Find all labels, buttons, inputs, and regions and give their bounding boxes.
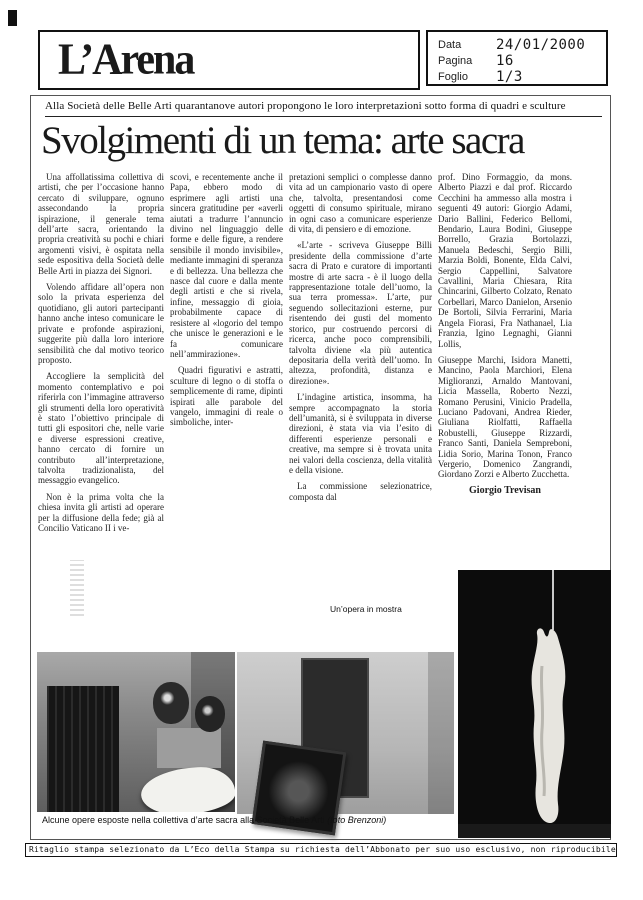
exhibition-photo-left <box>37 652 235 812</box>
paragraph: Accogliere la semplicità del momento contemplativo e poi riferirla con l’immagine attraverso gli strumenti della loro operatività è stato l’obiettivo principale di tutti gli espositori che, nelle varie e diverse espressioni creative, hanno cercato di fornire un contributo all’interpretazione, talvolta tradizionalista, del messaggio evangelico. <box>38 371 164 486</box>
exhibition-photo-middle <box>237 652 454 814</box>
meta-label-foglio: Foglio <box>438 71 468 83</box>
article-body <box>38 172 610 627</box>
paragraph: Volendo affidare all’opera non solo la privata esperienza del quotidiano, gli autori partecipanti hanno anche inteso comunicare le private e profonde aspirazioni, suggerite più dalla loro interiore sensibilità che dal motivo teorico proposto. <box>38 282 164 365</box>
white-sculpture <box>140 765 235 812</box>
scan-noise-artifact <box>70 560 84 616</box>
meta-label-data: Data <box>438 39 462 51</box>
paragraph: Giuseppe Marchi, Isidora Manetti, Mancino, Paola Marchiori, Elena Miglioranzi, Arnaldo Mantovani, Licia Massella, Roberto Nezzi, Romano Perusini, Vinicio Pradella, Luciano Padovani, Andrea Rieder, Giuliana Riolfatti, Raffaella Robustelli, Giuseppe Rizzardi, Franco Santi, Daniela Sempreboni, Lidia Sorio, Marina Tonon, Franco Vergerio, Domenico Zangrandi, Giordano Zorzi e Alberto Zucchetta. <box>438 354 572 480</box>
scan-registration-mark <box>8 10 17 26</box>
paragraph: Una affollatissima collettiva di artisti, che per l’occasione hanno cercato di sviluppare, ognuno assecondando la propria ispirazione, il generale tema dell’arte sacra, orientando la propria creatività su pochi e chiari argomenti visivi, è ospitata nella sede espositiva della Società delle Belle Arti in piazza dei Signori. <box>38 172 164 276</box>
clipping-meta-box <box>426 30 608 86</box>
paragraph: pretazioni semplici o complesse danno vita ad un campionario vasto di opere che, talvolta, presentandosi come oggetti di consumo spirituale, mirano in ogni caso a comunicare esperienze di vita, di pensiero e di emozione. <box>289 172 432 235</box>
paragraph: scovi, e recentemente anche il Papa, ebbero modo di esprimere agli artisti una sincera gratitudine per «averli aiutati a tradurre l’annuncio divino nel linguaggio delle forme e delle figure, a rendere sensibile il mondo invisibile», mediante immagini di speranza e di bellezza. Una bellezza che nasce dal cuore e dalla mente degli artisti e che si rivela, infine, messaggio di gioia, probabilmente capace di resistere al «logorio del tempo che unisce le generazioni e le fa comunicare nell’ammirazione». <box>170 172 283 359</box>
paragraph: «L’arte - scriveva Giuseppe Billi presidente della commissione d’arte sacra di Prato e curatore di importanti mostre di arte sacra - è il luogo della rappresentazione totale dell’uomo, la sua terra promessa». L’arte, pur seguendo sollecitazioni esterne, pur risentendo dei gusti del momento storico, pur costruendo percorsi di ricerca, anche poco comprensibili, talvolta diviene «la più autentica depositaria della verità dell’uomo. In altezza, profondità, distanza e direzione». <box>289 240 432 386</box>
meta-value-foglio: 1/3 <box>496 69 523 85</box>
body-column-2 <box>170 172 283 627</box>
photo-caption-small: Un’opera in mostra <box>330 604 402 614</box>
photo-wall-shadow <box>428 652 454 814</box>
masthead-box <box>38 30 420 90</box>
dark-painting-panel <box>47 686 119 812</box>
paragraph: Non è la prima volta che la chiesa invita gli artisti ad operare per la diffusione della fede; già al Concilio Vaticano II i ve- <box>38 491 164 533</box>
photo-floor-highlight <box>458 824 611 838</box>
meta-row-data <box>438 37 606 53</box>
sculpture-head <box>153 682 189 724</box>
hanging-white-sculpture <box>522 626 582 826</box>
body-column-1 <box>38 172 164 627</box>
photo-caption-text: Alcune opere esposte nella collettiva d’arte sacra alla Società Belle Arti <box>42 815 325 825</box>
meta-value-date: 24/01/2000 <box>496 37 586 53</box>
paragraph: La commissione selezionatrice, composta dal <box>289 481 432 502</box>
meta-value-pagina: 16 <box>496 53 514 69</box>
exhibition-photo-right <box>458 570 611 838</box>
hanging-rope <box>552 570 554 630</box>
photo-credit: (foto Brenzoni) <box>327 815 387 825</box>
press-clipping-footer: Ritaglio stampa selezionato da L’Eco della Stampa su richiesta dell’Abbonato per suo uso esclusivo, non riproducibile <box>25 843 617 857</box>
sculpture-pedestal <box>157 728 221 768</box>
sculpture-head <box>195 696 225 732</box>
paragraph: L’indagine artistica, insomma, ha sempre accompagnato la storia dell’umanità, si è sviluppata in diverse direzioni, è stata via via l’esito di differenti esperienze personali e creative, ma sempre si è trovata unita nei valori della coscienza, della vitalità e della visione. <box>289 392 432 475</box>
photo-caption <box>42 815 386 825</box>
newspaper-masthead: L’Arena <box>58 35 194 85</box>
meta-row-pagina <box>438 53 606 69</box>
meta-row-foglio <box>438 69 606 85</box>
article-strapline: Alla Società delle Belle Arti quarantanove autori propongono le loro interpretazioni sotto forma di quadri e sculture <box>45 100 602 117</box>
paragraph: Quadri figurativi e astratti, sculture di legno o di stoffa o semplicemente di rame, dipinti ispirati alle parabole del vangelo, immagini di reale o simboliche, inter- <box>170 365 283 428</box>
body-column-4 <box>438 172 572 627</box>
article-headline: Svolgimenti di un tema: arte sacra <box>41 119 524 162</box>
author-signature: Giorgio Trevisan <box>469 484 541 496</box>
body-column-3 <box>289 172 432 627</box>
paragraph: prof. Dino Formaggio, da mons. Alberto Piazzi e dal prof. Riccardo Cecchini ha ammesso alla mostra i seguenti 49 autori: Giorgio Adami, Dario Ballini, Federico Bellomi, Bendario, Laura Bodini, Giuseppe Borrello, Grazia Bortolazzi, Manuela Bedeschi, Sergio Billi, Marzia Boldi, Bonente, Elda Calvi, Sergio Cappellini, Salvatore Cavallini, Maria Chiesara, Rita Chincarini, Gilberto Colzato, Renato Corbellari, Marco Danielon, Arsenio De Bortoli, Silvia Ferrarini, Maria Angela Fiorasi, Fra Nathanael, Lia Franzia, Igino Legnaghi, Gianni Lollis, <box>438 172 572 349</box>
meta-label-pagina: Pagina <box>438 55 473 67</box>
